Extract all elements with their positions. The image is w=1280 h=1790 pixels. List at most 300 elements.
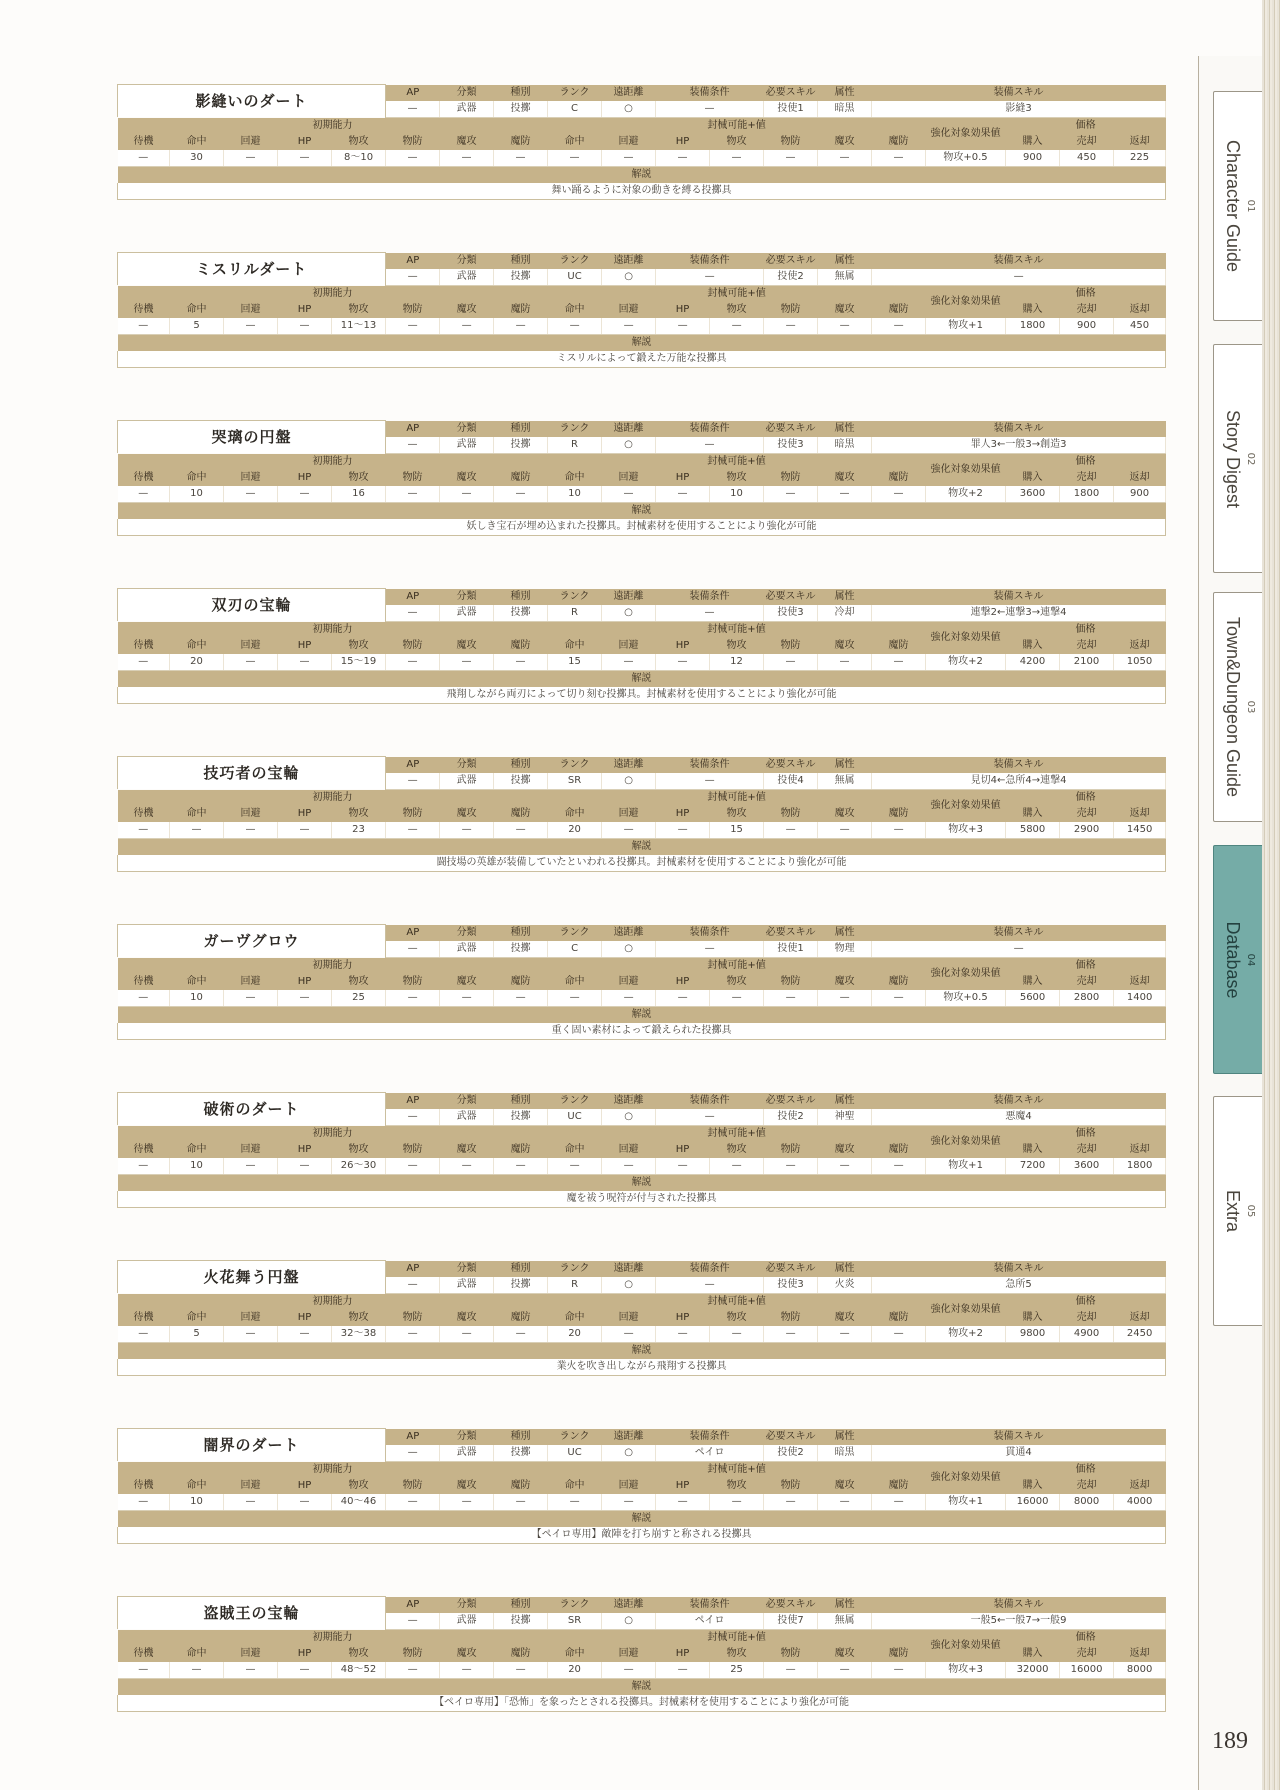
seal-stat-header: 魔防 — [872, 1310, 926, 1326]
price-value: 7200 — [1006, 1158, 1060, 1175]
ranged-value: ○ — [602, 773, 656, 790]
seal-stat-value: — — [602, 150, 656, 167]
seal-stat-header: HP — [656, 638, 710, 654]
header-enhance-target: 強化対象効果値 — [926, 285, 1006, 318]
initial-stat-value: 32～38 — [332, 1326, 386, 1343]
initial-stat-value: — — [118, 318, 170, 335]
type-value: 投擲 — [494, 101, 548, 118]
stat-header: 回避 — [224, 134, 278, 150]
header-enhance-target: 強化対象効果値 — [926, 1629, 1006, 1662]
seal-stat-header: 回避 — [602, 1646, 656, 1662]
price-value: 900 — [1006, 150, 1060, 167]
price-value: 1800 — [1060, 486, 1114, 503]
stat-header: 待機 — [118, 974, 170, 990]
ap-value: — — [386, 1613, 440, 1630]
seal-stat-header: 物攻 — [710, 302, 764, 318]
header-seal-value: 封械可能+値 — [548, 285, 926, 302]
price-value: 5800 — [1006, 822, 1060, 839]
type-value: 投擲 — [494, 1445, 548, 1462]
equipment-entry — [117, 1092, 1157, 1260]
type-value: 投擲 — [494, 1109, 548, 1126]
seal-stat-value: 20 — [548, 1662, 602, 1679]
initial-stat-value: — — [386, 1494, 440, 1511]
header-ranged: 遠距離 — [602, 85, 656, 101]
equipment-table — [117, 84, 1166, 200]
seal-stat-header: HP — [656, 1142, 710, 1158]
initial-stat-value: — — [224, 654, 278, 671]
header-initial-stats: 初期能力 — [118, 1629, 548, 1646]
header-equip-skill: 装備スキル — [872, 589, 1166, 605]
price-value: 2100 — [1060, 654, 1114, 671]
seal-stat-header: 命中 — [548, 470, 602, 486]
stat-header: 命中 — [170, 1646, 224, 1662]
header-required-skill: 必要スキル — [764, 253, 818, 269]
price-header: 売却 — [1060, 302, 1114, 318]
seal-stat-value: — — [602, 318, 656, 335]
header-equip-skill: 装備スキル — [872, 421, 1166, 437]
price-header: 売却 — [1060, 1310, 1114, 1326]
enhance-value: 物攻+2 — [926, 1326, 1006, 1343]
equip-condition-value: — — [656, 1109, 764, 1126]
rank-value: UC — [548, 1109, 602, 1126]
seal-stat-value: 15 — [710, 822, 764, 839]
stat-header: 待機 — [118, 1478, 170, 1494]
seal-stat-header: 回避 — [602, 638, 656, 654]
stat-header: 魔防 — [494, 974, 548, 990]
seal-stat-header: 物攻 — [710, 1646, 764, 1662]
initial-stat-value: — — [494, 822, 548, 839]
element-value: 無属 — [818, 1613, 872, 1630]
seal-stat-header: 回避 — [602, 1478, 656, 1494]
price-value: 32000 — [1006, 1662, 1060, 1679]
header-type: 種別 — [494, 589, 548, 605]
price-value: 5600 — [1006, 990, 1060, 1007]
price-value: 16000 — [1006, 1494, 1060, 1511]
stat-header: 回避 — [224, 470, 278, 486]
type-value: 投擲 — [494, 773, 548, 790]
seal-stat-header: 回避 — [602, 1142, 656, 1158]
equip-skill-value: 一般5←一般7→一般9 — [872, 1613, 1166, 1630]
seal-stat-value: — — [872, 318, 926, 335]
price-header: 返却 — [1114, 470, 1166, 486]
item-name: 影縫いのダート — [118, 85, 386, 118]
stat-header: 待機 — [118, 638, 170, 654]
header-type: 種別 — [494, 1429, 548, 1445]
header-element: 属性 — [818, 85, 872, 101]
stat-header: 物防 — [386, 1478, 440, 1494]
stat-header: 命中 — [170, 1478, 224, 1494]
tab-label: Character Guide — [1223, 139, 1243, 273]
header-price: 価格 — [1006, 1461, 1166, 1478]
ap-value: — — [386, 269, 440, 286]
tab-town-dungeon-guide[interactable] — [1213, 592, 1265, 822]
header-price: 価格 — [1006, 1293, 1166, 1310]
header-ranged: 遠距離 — [602, 757, 656, 773]
seal-stat-header: 魔防 — [872, 974, 926, 990]
header-equip-condition: 装備条件 — [656, 757, 764, 773]
type-value: 投擲 — [494, 605, 548, 622]
stat-header: 待機 — [118, 134, 170, 150]
seal-stat-header: 回避 — [602, 806, 656, 822]
seal-stat-header: 魔攻 — [818, 1310, 872, 1326]
stat-header: 待機 — [118, 806, 170, 822]
seal-stat-header: 魔防 — [872, 806, 926, 822]
price-value: 3600 — [1006, 486, 1060, 503]
seal-stat-header: 物攻 — [710, 1142, 764, 1158]
seal-stat-value: — — [548, 990, 602, 1007]
tab-extra[interactable] — [1213, 1096, 1265, 1326]
seal-stat-header: 魔防 — [872, 470, 926, 486]
seal-stat-header: 物攻 — [710, 1310, 764, 1326]
item-name: 盗賊王の宝輪 — [118, 1597, 386, 1630]
header-enhance-target: 強化対象効果値 — [926, 957, 1006, 990]
seal-stat-value: — — [602, 486, 656, 503]
equip-condition-value: — — [656, 773, 764, 790]
stat-header: 回避 — [224, 638, 278, 654]
price-value: 2450 — [1114, 1326, 1166, 1343]
header-category: 分類 — [440, 589, 494, 605]
seal-stat-header: 回避 — [602, 302, 656, 318]
header-type: 種別 — [494, 253, 548, 269]
page-edge — [1262, 0, 1280, 1790]
seal-stat-header: 魔防 — [872, 302, 926, 318]
header-ranged: 遠距離 — [602, 589, 656, 605]
equipment-table — [117, 1428, 1166, 1544]
category-value: 武器 — [440, 1613, 494, 1630]
tab-story-digest[interactable] — [1213, 344, 1265, 573]
required-skill-value: 投使3 — [764, 1277, 818, 1294]
equipment-entry — [117, 924, 1157, 1092]
stat-header: 命中 — [170, 470, 224, 486]
header-price: 価格 — [1006, 789, 1166, 806]
seal-stat-header: 物攻 — [710, 974, 764, 990]
seal-stat-value: — — [656, 654, 710, 671]
stat-header: HP — [278, 470, 332, 486]
seal-stat-value: — — [548, 318, 602, 335]
price-header: 購入 — [1006, 638, 1060, 654]
seal-stat-value: — — [710, 150, 764, 167]
seal-stat-value: — — [764, 318, 818, 335]
stat-header: 魔防 — [494, 806, 548, 822]
header-type: 種別 — [494, 1261, 548, 1277]
price-value: 450 — [1114, 318, 1166, 335]
stat-header: 魔攻 — [440, 638, 494, 654]
seal-stat-value: — — [710, 318, 764, 335]
seal-stat-header: 物攻 — [710, 134, 764, 150]
header-description: 解説 — [118, 1510, 1166, 1527]
item-description: 魔を祓う呪符が付与された投擲具 — [118, 1191, 1166, 1208]
initial-stat-value: — — [494, 318, 548, 335]
equipment-table — [117, 756, 1166, 872]
seal-stat-value: — — [602, 1494, 656, 1511]
price-header: 売却 — [1060, 806, 1114, 822]
seal-stat-header: HP — [656, 974, 710, 990]
equipment-entry — [117, 1596, 1157, 1764]
stat-header: HP — [278, 134, 332, 150]
equipment-entry — [117, 84, 1157, 252]
initial-stat-value: 48～52 — [332, 1662, 386, 1679]
seal-stat-value: — — [710, 990, 764, 1007]
header-equip-condition: 装備条件 — [656, 253, 764, 269]
seal-stat-header: 魔攻 — [818, 806, 872, 822]
tab-label: Database — [1223, 920, 1243, 999]
price-header: 購入 — [1006, 470, 1060, 486]
stat-header: 回避 — [224, 1310, 278, 1326]
initial-stat-value: — — [118, 1158, 170, 1175]
rank-value: C — [548, 941, 602, 958]
initial-stat-value: — — [440, 1494, 494, 1511]
initial-stat-value: — — [278, 1662, 332, 1679]
price-header: 売却 — [1060, 134, 1114, 150]
seal-stat-header: 物防 — [764, 638, 818, 654]
initial-stat-value: — — [278, 822, 332, 839]
tab-database[interactable] — [1213, 845, 1265, 1074]
header-equip-condition: 装備条件 — [656, 589, 764, 605]
stat-header: 物防 — [386, 302, 440, 318]
equip-condition-value: — — [656, 269, 764, 286]
initial-stat-value: 10 — [170, 1494, 224, 1511]
seal-stat-header: HP — [656, 470, 710, 486]
ranged-value: ○ — [602, 1109, 656, 1126]
seal-stat-value: — — [764, 486, 818, 503]
initial-stat-value: — — [386, 654, 440, 671]
header-description: 解説 — [118, 1006, 1166, 1023]
stat-header: 魔防 — [494, 134, 548, 150]
element-value: 無属 — [818, 269, 872, 286]
initial-stat-value: 5 — [170, 318, 224, 335]
rank-value: C — [548, 101, 602, 118]
seal-stat-value: — — [710, 1494, 764, 1511]
enhance-value: 物攻+0.5 — [926, 990, 1006, 1007]
seal-stat-value: 10 — [548, 486, 602, 503]
initial-stat-value: — — [494, 1494, 548, 1511]
seal-stat-value: — — [602, 990, 656, 1007]
seal-stat-header: 命中 — [548, 638, 602, 654]
seal-stat-value: — — [602, 1158, 656, 1175]
header-enhance-target: 強化対象効果値 — [926, 621, 1006, 654]
price-value: 900 — [1060, 318, 1114, 335]
item-name: 闇界のダート — [118, 1429, 386, 1462]
seal-stat-value: — — [818, 1494, 872, 1511]
price-header: 購入 — [1006, 1142, 1060, 1158]
equipment-entry — [117, 588, 1157, 756]
seal-stat-value: — — [818, 150, 872, 167]
initial-stat-value: 8～10 — [332, 150, 386, 167]
price-value: 4000 — [1114, 1494, 1166, 1511]
header-required-skill: 必要スキル — [764, 85, 818, 101]
header-description: 解説 — [118, 670, 1166, 687]
required-skill-value: 投使3 — [764, 437, 818, 454]
header-seal-value: 封械可能+値 — [548, 1125, 926, 1142]
initial-stat-value: — — [118, 486, 170, 503]
stat-header: 待機 — [118, 1142, 170, 1158]
header-price: 価格 — [1006, 1125, 1166, 1142]
stat-header: 魔攻 — [440, 470, 494, 486]
header-ranged: 遠距離 — [602, 1093, 656, 1109]
page-number: 189 — [1212, 1728, 1248, 1754]
header-ap: AP — [386, 1093, 440, 1109]
ap-value: — — [386, 941, 440, 958]
header-equip-condition: 装備条件 — [656, 1261, 764, 1277]
item-name: 破術のダート — [118, 1093, 386, 1126]
initial-stat-value: 20 — [170, 654, 224, 671]
initial-stat-value: — — [224, 1494, 278, 1511]
rank-value: UC — [548, 269, 602, 286]
seal-stat-value: — — [710, 1158, 764, 1175]
header-rank: ランク — [548, 757, 602, 773]
equip-condition-value: — — [656, 437, 764, 454]
seal-stat-header: 物防 — [764, 1478, 818, 1494]
required-skill-value: 投使2 — [764, 1109, 818, 1126]
header-seal-value: 封械可能+値 — [548, 1461, 926, 1478]
equipment-table — [117, 1596, 1166, 1712]
price-value: 450 — [1060, 150, 1114, 167]
stat-header: 命中 — [170, 806, 224, 822]
header-equip-condition: 装備条件 — [656, 1597, 764, 1613]
stat-header: 命中 — [170, 302, 224, 318]
type-value: 投擲 — [494, 269, 548, 286]
price-header: 売却 — [1060, 1646, 1114, 1662]
initial-stat-value: — — [224, 1662, 278, 1679]
seal-stat-value: — — [656, 150, 710, 167]
seal-stat-value: 20 — [548, 1326, 602, 1343]
header-description: 解説 — [118, 334, 1166, 351]
seal-stat-header: 魔攻 — [818, 974, 872, 990]
category-value: 武器 — [440, 773, 494, 790]
equipment-table — [117, 1092, 1166, 1208]
price-header: 売却 — [1060, 1142, 1114, 1158]
seal-stat-header: 魔攻 — [818, 1646, 872, 1662]
stat-header: HP — [278, 1478, 332, 1494]
seal-stat-header: 命中 — [548, 1142, 602, 1158]
initial-stat-value: — — [494, 486, 548, 503]
seal-stat-value: — — [872, 1494, 926, 1511]
stat-header: 待機 — [118, 1310, 170, 1326]
tab-number: 03 — [1245, 700, 1256, 714]
price-value: 1800 — [1114, 1158, 1166, 1175]
initial-stat-value: 10 — [170, 1158, 224, 1175]
stat-header: 命中 — [170, 1310, 224, 1326]
stat-header: 魔攻 — [440, 1646, 494, 1662]
header-ranged: 遠距離 — [602, 1597, 656, 1613]
seal-stat-header: 魔攻 — [818, 302, 872, 318]
header-required-skill: 必要スキル — [764, 1261, 818, 1277]
header-price: 価格 — [1006, 453, 1166, 470]
seal-stat-header: 魔攻 — [818, 134, 872, 150]
seal-stat-header: 物防 — [764, 806, 818, 822]
header-category: 分類 — [440, 421, 494, 437]
item-name: ガーヴグロウ — [118, 925, 386, 958]
initial-stat-value: — — [224, 486, 278, 503]
element-value: 火炎 — [818, 1277, 872, 1294]
seal-stat-header: 命中 — [548, 974, 602, 990]
tab-number: 01 — [1245, 199, 1256, 213]
stat-header: 物防 — [386, 1310, 440, 1326]
type-value: 投擲 — [494, 1277, 548, 1294]
ranged-value: ○ — [602, 269, 656, 286]
equipment-table — [117, 588, 1166, 704]
header-ranged: 遠距離 — [602, 1261, 656, 1277]
seal-stat-header: HP — [656, 1646, 710, 1662]
header-element: 属性 — [818, 757, 872, 773]
stat-header: 魔攻 — [440, 134, 494, 150]
header-ap: AP — [386, 1429, 440, 1445]
initial-stat-value: 16 — [332, 486, 386, 503]
price-value: 1450 — [1114, 822, 1166, 839]
header-element: 属性 — [818, 589, 872, 605]
enhance-value: 物攻+1 — [926, 318, 1006, 335]
price-value: 2800 — [1060, 990, 1114, 1007]
header-initial-stats: 初期能力 — [118, 1125, 548, 1142]
item-name: 哭璃の円盤 — [118, 421, 386, 454]
stat-header: 魔攻 — [440, 302, 494, 318]
stat-header: 命中 — [170, 974, 224, 990]
stat-header: 待機 — [118, 1646, 170, 1662]
ap-value: — — [386, 605, 440, 622]
header-required-skill: 必要スキル — [764, 925, 818, 941]
initial-stat-value: — — [386, 822, 440, 839]
price-value: 4200 — [1006, 654, 1060, 671]
stat-header: 回避 — [224, 1646, 278, 1662]
initial-stat-value: — — [118, 1662, 170, 1679]
initial-stat-value: 40～46 — [332, 1494, 386, 1511]
header-price: 価格 — [1006, 117, 1166, 134]
initial-stat-value: — — [278, 150, 332, 167]
header-initial-stats: 初期能力 — [118, 285, 548, 302]
header-ap: AP — [386, 85, 440, 101]
stat-header: 物攻 — [332, 302, 386, 318]
header-equip-condition: 装備条件 — [656, 1429, 764, 1445]
seal-stat-header: 魔攻 — [818, 638, 872, 654]
header-description: 解説 — [118, 1342, 1166, 1359]
price-value: 225 — [1114, 150, 1166, 167]
tab-character-guide[interactable] — [1213, 91, 1265, 321]
seal-stat-value: — — [656, 822, 710, 839]
item-description: 妖しき宝石が埋め込まれた投擲具。封械素材を使用することにより強化が可能 — [118, 519, 1166, 536]
ranged-value: ○ — [602, 941, 656, 958]
required-skill-value: 投使1 — [764, 941, 818, 958]
stat-header: 回避 — [224, 1142, 278, 1158]
stat-header: 魔防 — [494, 1478, 548, 1494]
header-rank: ランク — [548, 1429, 602, 1445]
seal-stat-header: 物防 — [764, 134, 818, 150]
seal-stat-header: 物防 — [764, 1646, 818, 1662]
seal-stat-value: — — [656, 1158, 710, 1175]
header-rank: ランク — [548, 589, 602, 605]
header-equip-condition: 装備条件 — [656, 1093, 764, 1109]
initial-stat-value: 23 — [332, 822, 386, 839]
header-description: 解説 — [118, 1678, 1166, 1695]
stat-header: 物攻 — [332, 1310, 386, 1326]
equip-skill-value: 急所5 — [872, 1277, 1166, 1294]
price-header: 購入 — [1006, 302, 1060, 318]
stat-header: 魔防 — [494, 1142, 548, 1158]
initial-stat-value: — — [118, 1326, 170, 1343]
enhance-value: 物攻+2 — [926, 654, 1006, 671]
price-value: 9800 — [1006, 1326, 1060, 1343]
required-skill-value: 投使2 — [764, 1445, 818, 1462]
seal-stat-value: — — [872, 1662, 926, 1679]
seal-stat-value: — — [818, 990, 872, 1007]
header-element: 属性 — [818, 1261, 872, 1277]
header-category: 分類 — [440, 253, 494, 269]
seal-stat-value: — — [548, 150, 602, 167]
initial-stat-value: — — [118, 654, 170, 671]
header-equip-skill: 装備スキル — [872, 1093, 1166, 1109]
enhance-value: 物攻+3 — [926, 1662, 1006, 1679]
price-header: 購入 — [1006, 1310, 1060, 1326]
header-initial-stats: 初期能力 — [118, 117, 548, 134]
